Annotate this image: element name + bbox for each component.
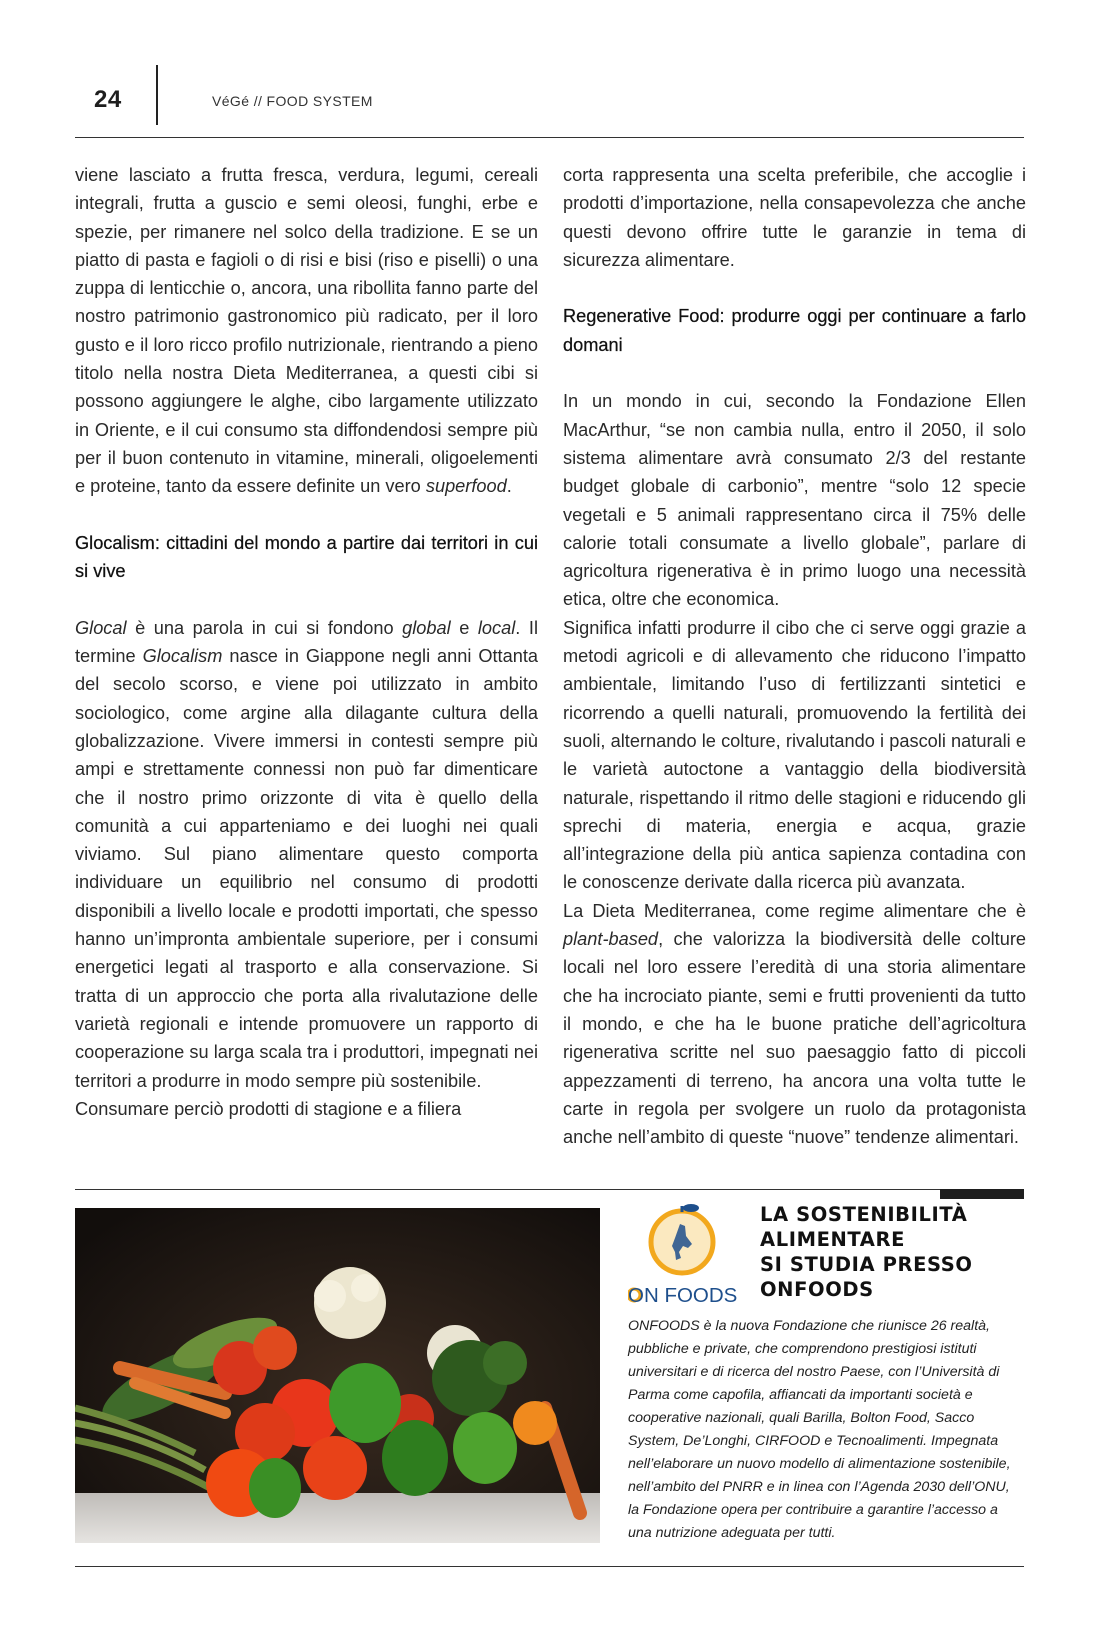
sidebar-body: ONFOODS è la nuova Fondazione che riunisce 26 realtà, pubbliche e private, che comprendono prestigiosi istituti universitari e di ricerca del nostro Paese, con l’Università di Parma come capofila, affiancati da importanti società e cooperative nazionali, quali Barilla, Bolton Food, Sacco System, De’Longhi, CIRFOOD e Tecnoalimenti. Impegnata nell’elaborare un nuovo modello di alimentazione sostenibile, nell’ambito del PNRR e in linea con l’Agenda 2030 dell’ONU, la Fondazione opera per contribuire a garantire l’accesso a una nutrizione adeguata per tutti. <box>628 1318 1011 1541</box>
paragraph: Consumare perciò prodotti di stagione e a filiera <box>75 1098 462 1119</box>
box-top-rule <box>75 1189 1024 1190</box>
paragraph: In un mondo in cui, secondo la Fondazione Ellen MacArthur, “se non cambia nulla, entro il 2050, il solo sistema alimentare avrà consumato 2/3 del restante budget globale di carbonio”, mentre “solo 12 specie vegetali e 5 animali rappresentano circa il 75% delle calorie totali consumate a livello globale”, parlare di agricoltura rigenerativa è in primo luogo una necessità etica, oltre che economica. <box>563 391 1026 610</box>
vegetables-photo <box>75 1208 600 1543</box>
paragraph: viene lasciato a frutta fresca, verdura, legumi, cereali integrali, frutta a guscio e semi oleosi, funghi, erbe e spezie, per rimanere nel solco della tradizione. E se un piatto di pasta e fagioli o di risi e bisi (riso e piselli) o una zuppa di lenticchie o, ancora, una ribollita fanno parte del nostro patrimonio gastronomico più radicato, per il loro gusto e il loro ricco profilo nutrizionale, rientrando a pieno titolo nella nostra Dieta Mediterranea, a questi cibi si possono aggiungere le alghe, cibo largamente utilizzato in Oriente, e il cui consumo sta diffondendosi sempre più per il buon contenuto in vitamine, minerali, oligoelementi e proteine, tanto da essere definite un vero superfood. <box>75 165 538 497</box>
section-heading-regenerative-food: Regenerative Food: produrre oggi per continuare a farlo domani <box>563 306 1026 355</box>
box-accent-bar <box>940 1189 1024 1199</box>
paragraph: Glocal è una parola in cui si fondono global e local. Il termine Glocalism nasce in Giappone negli anni Ottanta del secolo scorso, e viene poi utilizzato in ambito sociologico, come argine alla dilagante cultura della globalizzazione. Vivere immersi in contesti sempre più ampi e strettamente connessi non può far dimenticare che il nostro primo orizzonte di vita è quello della comunità a cui apparteniamo e dei luoghi nei quali viviamo. Sul piano alimentare questo comporta individuare un equilibrio nel consumo di prodotti disponibili a livello locale e prodotti importati, che spesso hanno un’impronta ambientale superiore, per i consumi energetici legati al trasporto e alla conservazione. Si tratta di un approccio che porta alla rivalutazione delle varietà regionali e intende promuovere un rapporto di cooperazione su larga scala tra i produttori, impegnati nei territori a produrre in modo sempre più sostenibile. <box>75 617 538 1091</box>
left-column <box>75 161 538 1123</box>
paragraph: La Dieta Mediterranea, come regime alimentare che è plant-based, che valorizza la biodiversità delle colture locali nel loro essere l’eredità di una storia alimentare che ha incrociato piante, semi e frutti provenienti da tutto il mondo, e che ha le buone pratiche dell’agricoltura rigenerativa scritte nel suo paesaggio fatto di piccoli appezzamenti di terreno, ha ancora una volta tutte le carte in regola per svolgere un ruolo da protagonista anche nell’ambito di queste “nuove” tendenze alimentari. <box>563 900 1026 1148</box>
section-heading-glocalism: Glocalism: cittadini del mondo a partire dai territori in cui si vive <box>75 532 538 582</box>
page-number: 24 <box>94 86 122 113</box>
sidebar-title-line: LA SOSTENIBILITÀ <box>760 1203 968 1226</box>
right-column <box>563 161 1026 1151</box>
sidebar-title-line: ONFOODS <box>760 1278 874 1301</box>
top-rule <box>75 137 1024 138</box>
onfoods-logo <box>628 1202 756 1306</box>
header-divider <box>156 65 158 125</box>
sidebar-title-line: ALIMENTARE <box>760 1228 906 1251</box>
paragraph: corta rappresenta una scelta preferibile, che accoglie i prodotti d’importazione, nella consapevolezza che anche questi devono offrire tutte le garanzie in tema di sicurezza alimentare. <box>563 165 1026 270</box>
onfoods-logo-text: ON FOODS <box>628 1284 738 1306</box>
paragraph: Significa infatti produrre il cibo che ci serve oggi grazie a metodi agricoli e di allevamento che riducono l’impatto ambientale, limitando l’uso di fertilizzanti sintetici e ricorrendo a quelli naturali, promuovendo la fertilità dei suoli, alternando le colture, rivalutando i pascoli naturali e le varietà autoctone a vantaggio della biodiversità naturale, rispettando il ritmo delle stagioni e riducendo gli sprechi di materia, energia e acqua, grazie all’integrazione della più antica sapienza contadina con le conoscenze derivate dalla ricerca più avanzata. <box>563 617 1026 893</box>
running-head: VéGé // FOOD SYSTEM <box>212 93 373 109</box>
bottom-rule <box>75 1566 1024 1567</box>
sidebar-title-line: SI STUDIA PRESSO <box>760 1253 973 1276</box>
sidebar-title <box>760 1202 1000 1302</box>
